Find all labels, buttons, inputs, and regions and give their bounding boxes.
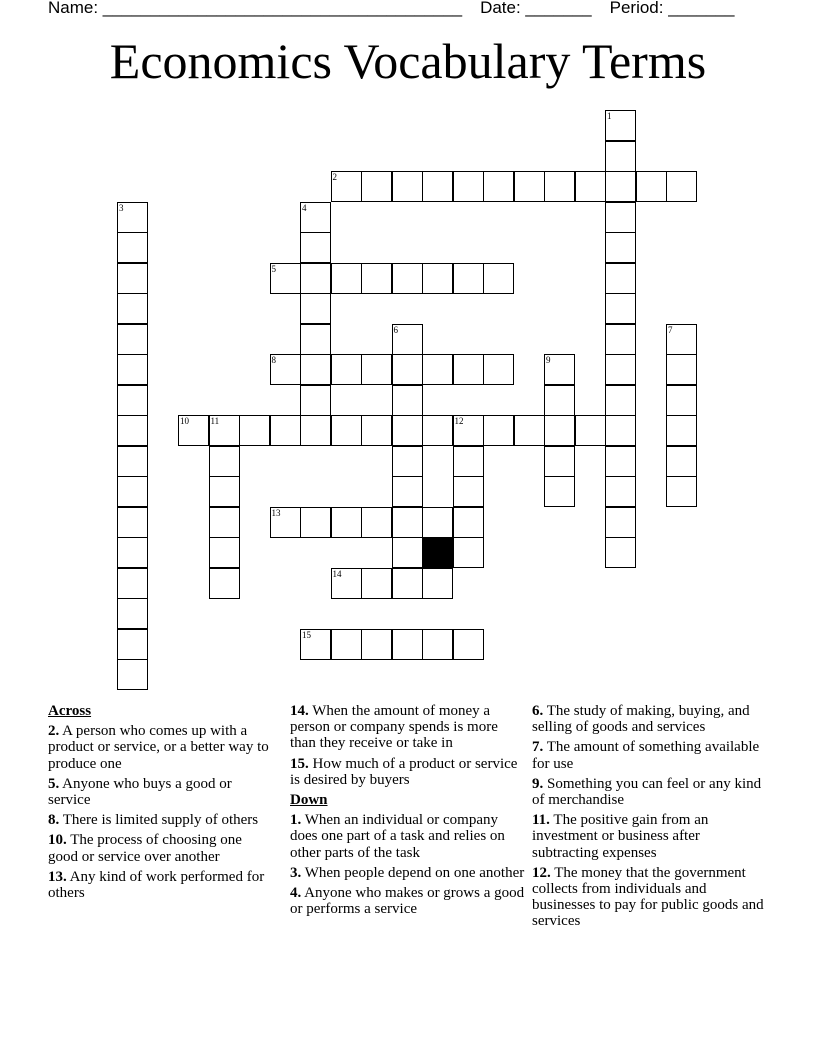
clue-number: 12 [454, 416, 464, 426]
across-clue-15: 15. How much of a product or service is desired by buyers [290, 755, 518, 788]
down-clue-7: 7. The amount of something available for use [532, 739, 760, 772]
crossword-cell[interactable] [300, 385, 331, 416]
crossword-cell[interactable] [361, 629, 392, 660]
clue-number: 9 [546, 355, 551, 365]
down-heading: Down [290, 792, 328, 809]
crossword-cell[interactable] [300, 232, 331, 263]
crossword-cell[interactable] [605, 354, 636, 385]
crossword-cell[interactable] [514, 171, 545, 202]
crossword-cell[interactable] [117, 598, 148, 629]
down-clue-11: 11. The positive gain from an investment or business after subtracting expenses [532, 812, 709, 861]
crossword-cell[interactable] [392, 385, 423, 416]
crossword-cell[interactable] [117, 263, 148, 294]
crossword-cell[interactable] [666, 171, 697, 202]
across-heading: Across [48, 703, 92, 719]
crossword-cell[interactable] [300, 263, 331, 294]
crossword-cell[interactable] [270, 354, 301, 385]
page-title: Economics Vocabulary Terms [109, 33, 707, 89]
crossword-cell[interactable] [117, 507, 148, 538]
clue-number: 5 [271, 263, 276, 274]
down-clue-9: 9. Something you can feel or any kind of merchandise [532, 775, 762, 809]
crossword-cell[interactable] [544, 385, 575, 416]
crossword-cell[interactable] [636, 171, 667, 202]
crossword-cell[interactable] [117, 629, 148, 660]
clue-number: 6 [393, 324, 398, 335]
crossword-cell[interactable] [300, 507, 331, 538]
clue-number: 2 [332, 172, 337, 182]
clue-column-2 [290, 703, 525, 921]
crossword-cell[interactable] [117, 293, 148, 324]
crossword-cell[interactable] [270, 263, 301, 294]
crossword-cell[interactable] [300, 415, 331, 446]
crossword-cell[interactable] [666, 385, 697, 416]
clue-number: 15 [302, 629, 311, 640]
crossword-cell[interactable] [361, 263, 392, 294]
crossword-cell[interactable] [666, 324, 697, 355]
crossword-cell[interactable] [483, 263, 514, 294]
crossword-cell[interactable] [605, 263, 636, 294]
crossword-cell[interactable] [209, 537, 240, 568]
crossword-cell[interactable] [239, 415, 270, 446]
crossword-cell[interactable] [666, 476, 697, 507]
crossword-cell[interactable] [117, 476, 148, 507]
crossword-cell[interactable] [666, 415, 697, 446]
crossword-cell[interactable] [331, 629, 362, 660]
crossword-cell[interactable] [605, 110, 636, 141]
crossword-cell[interactable] [209, 446, 240, 477]
crossword-cell[interactable] [483, 171, 514, 202]
crossword-cell[interactable] [392, 415, 423, 446]
crossword-cell[interactable] [544, 476, 575, 507]
crossword-cell[interactable] [117, 324, 148, 355]
crossword-cell[interactable] [575, 171, 606, 202]
crossword-cell[interactable] [605, 507, 636, 538]
crossword-cell[interactable] [300, 324, 331, 355]
crossword-cell[interactable] [605, 141, 636, 172]
black-cell [422, 537, 453, 568]
crossword-cell[interactable] [331, 171, 362, 202]
crossword-cell[interactable] [300, 293, 331, 324]
clue-column-1 [48, 703, 270, 905]
crossword-cell[interactable] [117, 385, 148, 416]
crossword-cell[interactable] [392, 446, 423, 477]
crossword-cell[interactable] [331, 507, 362, 538]
clue-number: 10 [180, 416, 189, 426]
crossword-cell[interactable] [300, 629, 331, 660]
crossword-cell[interactable] [392, 171, 423, 202]
crossword-cell[interactable] [361, 354, 392, 385]
crossword-cell[interactable] [209, 568, 240, 599]
crossword-cell[interactable] [392, 507, 423, 538]
crossword-cell[interactable] [331, 354, 362, 385]
clue-number: 3 [119, 202, 124, 213]
crossword-cell[interactable] [422, 263, 453, 294]
clue-number: 14 [332, 568, 342, 579]
period-field: Period: _______ [609, 0, 735, 17]
crossword-cell[interactable] [605, 537, 636, 568]
crossword-cell[interactable] [666, 354, 697, 385]
crossword-cell[interactable] [331, 263, 362, 294]
crossword-cell[interactable] [392, 568, 423, 599]
clue-number: 1 [607, 111, 612, 121]
crossword-cell[interactable] [209, 415, 240, 446]
clue-number: 13 [271, 507, 281, 518]
crossword-cell[interactable] [361, 171, 392, 202]
crossword-cell[interactable] [117, 659, 148, 690]
crossword-cell[interactable] [422, 507, 453, 538]
crossword-cell[interactable] [605, 293, 636, 324]
crossword-cell[interactable] [209, 507, 240, 538]
crossword-cell[interactable] [605, 202, 636, 233]
crossword-cell[interactable] [605, 415, 636, 446]
crossword-cell[interactable] [422, 629, 453, 660]
crossword-cell[interactable] [575, 415, 606, 446]
down-clue-6: 6. The study of making, buying, and selling of goods and services [532, 703, 750, 736]
crossword-cell[interactable] [453, 629, 484, 660]
across-clue-5: 5. Anyone who buys a good or service [48, 775, 232, 809]
crossword-cell[interactable] [605, 171, 636, 202]
crossword-cell[interactable] [270, 415, 301, 446]
crossword-cell[interactable] [209, 476, 240, 507]
down-clue-3: 3. When people depend on one another [290, 864, 525, 881]
crossword-cell[interactable] [605, 324, 636, 355]
crossword-cell[interactable] [544, 415, 575, 446]
crossword-cell[interactable] [392, 537, 423, 568]
crossword-cell[interactable] [361, 568, 392, 599]
across-clue-8: 8. There is limited supply of others [48, 812, 259, 829]
crossword-cell[interactable] [453, 476, 484, 507]
across-clue-14: 14. When the amount of money a person or company spends is more than they receive or take in [290, 703, 498, 752]
crossword-cell[interactable] [331, 415, 362, 446]
across-clue-13: 13. Any kind of work performed for others [48, 868, 265, 902]
crossword-cell[interactable] [514, 415, 545, 446]
crossword-cell[interactable] [117, 202, 148, 233]
crossword-cell[interactable] [422, 415, 453, 446]
crossword-cell[interactable] [453, 507, 484, 538]
crossword-cell[interactable] [117, 537, 148, 568]
date-field: Date: _______ [480, 0, 592, 17]
crossword-cell[interactable] [117, 446, 148, 477]
crossword-cell[interactable] [300, 202, 331, 233]
crossword-cell[interactable] [666, 446, 697, 477]
crossword-cell[interactable] [392, 476, 423, 507]
crossword-cell[interactable] [453, 263, 484, 294]
crossword-cell[interactable] [270, 507, 301, 538]
crossword-cell[interactable] [117, 568, 148, 599]
down-clue-4: 4. Anyone who makes or grows a good or performs a service [290, 885, 525, 918]
crossword-cell[interactable] [453, 446, 484, 477]
crossword-cell[interactable] [453, 537, 484, 568]
crossword-cell[interactable] [117, 232, 148, 263]
crossword-cell[interactable] [605, 476, 636, 507]
crossword-cell[interactable] [453, 171, 484, 202]
clue-number: 7 [668, 324, 673, 335]
clue-column-3 [532, 703, 764, 934]
crossword-cell[interactable] [453, 415, 484, 446]
across-clue-2: 2. A person who comes up with a product or service, or a better way to produce one [48, 723, 269, 772]
clue-number: 8 [271, 355, 276, 365]
crossword-cell[interactable] [422, 354, 453, 385]
crossword-cell[interactable] [331, 568, 362, 599]
crossword-cell[interactable] [453, 354, 484, 385]
crossword-cell[interactable] [392, 324, 423, 355]
crossword-cell[interactable] [544, 446, 575, 477]
crossword-cell[interactable] [605, 232, 636, 263]
crossword-cell[interactable] [544, 171, 575, 202]
crossword-cell[interactable] [422, 171, 453, 202]
across-clue-10: 10. The process of choosing one good or service over another [48, 832, 242, 865]
crossword-cell[interactable] [544, 354, 575, 385]
down-clue-12: 12. The money that the government collects from individuals and businesses to pay for public goods and services [532, 864, 764, 930]
crossword-cell[interactable] [117, 415, 148, 446]
crossword-cell[interactable] [361, 507, 392, 538]
clue-number: 11 [210, 416, 220, 426]
crossword-cell[interactable] [361, 415, 392, 446]
crossword-cell[interactable] [392, 354, 423, 385]
crossword-cell[interactable] [178, 415, 209, 446]
crossword-cell[interactable] [392, 263, 423, 294]
crossword-cell[interactable] [422, 568, 453, 599]
crossword-cell[interactable] [605, 446, 636, 477]
crossword-cell[interactable] [483, 415, 514, 446]
down-clue-1: 1. When an individual or company does one part of a task and relies on other parts of the task [290, 812, 505, 861]
crossword-cell[interactable] [392, 629, 423, 660]
crossword-cell[interactable] [605, 385, 636, 416]
name-field: Name: ______________________________________ [48, 0, 463, 17]
clue-number: 4 [302, 202, 307, 213]
crossword-cell[interactable] [300, 354, 331, 385]
crossword-cell[interactable] [483, 354, 514, 385]
crossword-cell[interactable] [117, 354, 148, 385]
